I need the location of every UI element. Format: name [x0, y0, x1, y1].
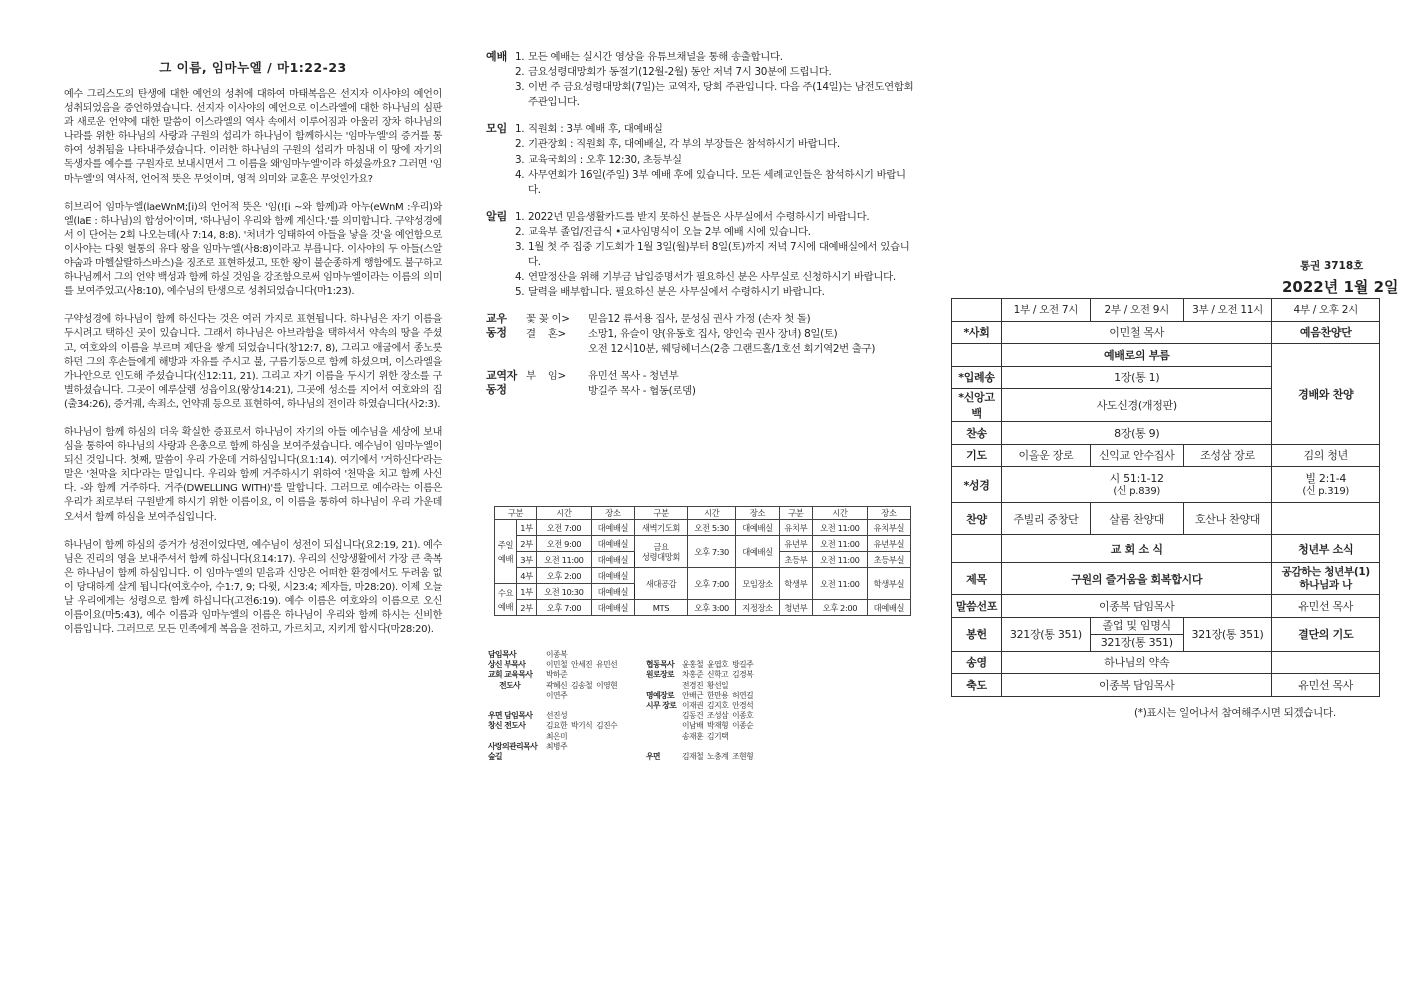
row-label: 제목 — [952, 563, 1002, 595]
staff-names: 이종복 — [546, 650, 568, 659]
staff-role: 협동목사 — [646, 660, 675, 670]
staff-role: 숲길 — [488, 752, 503, 762]
list-item-number: 3. — [515, 153, 525, 166]
sermon-paragraph-4: 하나님이 함께 하심의 더욱 확실한 증표로서 하나님이 자기의 아들 예수님을 세상에 보내심을 통하여 하나님의 사랑과 은총으로 함께 하심을 보여주셨습니다. 예수님이 임마누엘이 되신 것입니다. 첫째, 말씀이 우리 가운데 거하심입니다(요1:14). 여기에서 '거하신다'라는 말은 '천막을 치다'라는 말입니다. 우리와 함께 거주하시기 위하여 '천막을 치고 함께 사신다. -와 함께 거주하다. 거주(DWELLING WITH)'를 말합니다. 그러므로 예수라는 이름은 우리가 죄로부터 구원받게 하시기 위한 이름이요, 이 이름을 통하여 하나님이 우리 가운데 오셔서 함께 하심을 보여주십입니다. — [64, 426, 442, 523]
row-label: 축도 — [952, 674, 1002, 697]
list-item-number: 4. — [515, 271, 525, 284]
order-cell: 빌 2:1-4 (신 p.319) — [1272, 467, 1380, 503]
order-cell: 청년부 소식 — [1272, 535, 1380, 563]
schedule-cell: 오전 9:00 — [537, 536, 592, 552]
list-item — [488, 681, 758, 691]
schedule-header-cell: 시간 — [687, 507, 735, 520]
order-cell: 321장(통 351) — [1183, 617, 1272, 651]
sermon-column — [64, 58, 442, 651]
notice-meeting-list — [514, 122, 916, 197]
staff-role — [646, 742, 682, 752]
list-item-category: 꽃 꽂 이> — [526, 313, 570, 326]
table-row — [952, 503, 1380, 535]
list-item-category — [526, 342, 588, 357]
table-row — [952, 563, 1380, 595]
table-row — [952, 617, 1380, 651]
schedule-cell: 2부 — [517, 600, 537, 616]
schedule-cell: 대예배실 — [591, 520, 634, 536]
list-item-number: 2. — [515, 66, 525, 79]
list-item-text: 교육부 졸업/진급식 •교사임명식이 오늘 2부 예배 시에 있습니다. — [528, 225, 811, 238]
staff-names — [682, 650, 762, 660]
list-item-number: 2. — [515, 138, 525, 151]
schedule-cell: 2부 — [517, 536, 537, 552]
schedule-cell: 대예배실 — [591, 600, 634, 616]
row-label: 찬양 — [952, 503, 1002, 535]
order-cell: 하나님의 약속 — [1002, 651, 1272, 674]
row-label: 말씀선포 — [952, 595, 1002, 618]
staff-role — [646, 681, 682, 691]
staff-role — [646, 732, 682, 742]
row-label: 송영 — [952, 651, 1002, 674]
schedule-cell: 오전 5:30 — [687, 520, 735, 536]
schedule-cell: 대예배실 — [591, 536, 634, 552]
schedule-cell: 대예배실 — [736, 536, 779, 568]
table-row — [495, 600, 911, 616]
staff-role: 우면 — [646, 752, 661, 762]
staff-names: 김요한 박기식 김진수 — [546, 721, 618, 731]
sermon-title: 그 이름, 임마누엘 / 마1:22-23 — [159, 60, 347, 75]
schedule-cell: 학생부실 — [867, 568, 910, 600]
order-cell: 유민선 목사 — [1272, 595, 1380, 618]
schedule-cell: 모임장소 — [736, 568, 779, 600]
schedule-cell-friday: 금요 성령대망회 — [634, 536, 687, 568]
staff-role: 우면 담임목사 — [488, 711, 533, 721]
table-row — [952, 595, 1380, 618]
schedule-cell: 오후 2:00 — [537, 568, 592, 584]
list-item-text: 교육국회의 : 오후 12:30, 초등부실 — [528, 153, 682, 166]
sermon-paragraph-2: 히브리어 임마누엘(laeWnM;[i)의 언어적 뜻은 '임(![i ~와 함께)과 아누(eWnM :우리)와 엘(laE : 하나님)의 합성어'이며, '하나님이 우리와 함께 계신다.'를 의미합니다. 구약성경에서 이 단어는 2회 나오는데(사 7:14, 8:8). '처녀가 잉태하여 아들을 낳을 것'을 예언함으로 이사야는 다윗 혈통의 유다 왕을 임마누엘(사8:8)이라고 부릅니다. 이사야의 두 아들(스알야숩과 마헬살랄하스바스)을 징조로 표현하셨고, 또한 왕이 불순종하게 행함에도 불구하고 하나님께서 그의 언약 백성과 함께 하실 것임을 강조함으로써 임마누엘이라는 이름의 의미를 보여주었고(사8:10), 예수님의 탄생으로 성취되었습니다(마1:23). — [64, 201, 442, 298]
schedule-cell: 오후 2:00 — [812, 600, 867, 616]
footnote: (*)표시는 일어나서 참여해주시면 되겠습니다. — [1134, 707, 1336, 719]
order-cell: 8장(통 9) — [1002, 422, 1272, 445]
table-row — [952, 299, 1380, 322]
staff-names — [682, 742, 762, 752]
service-3-header: 3부 / 오전 11시 — [1183, 299, 1272, 322]
issue-number: 통권 3718호 — [1300, 260, 1364, 272]
row-label: 봉헌 — [952, 617, 1002, 651]
order-cell: 살롬 찬양대 — [1090, 503, 1183, 535]
notice-announce-label: 알림 — [486, 209, 508, 223]
notice-clergy-list — [526, 369, 916, 399]
staff-role — [646, 711, 682, 721]
staff-names: 선진성 — [546, 711, 568, 721]
staff-names: 이남배 박재형 이종순 — [682, 721, 754, 731]
order-cell: 이민철 목사 — [1002, 321, 1272, 344]
staff-names: 김재철 노충계 조현형 — [682, 752, 754, 762]
staff-role: 상신 부목사 — [488, 660, 526, 670]
staff-role: 교회 교육목사 — [488, 670, 533, 680]
schedule-header-cell: 장소 — [591, 507, 634, 520]
service-2-header: 2부 / 오전 9시 — [1090, 299, 1183, 322]
staff-role: 원로장로 — [646, 670, 675, 680]
row-label: *사회 — [952, 321, 1002, 344]
notice-meeting — [486, 122, 916, 197]
list-item-text: 1월 첫 주 집중 기도회가 1월 3일(월)부터 8일(토)까지 저녁 7시에 대예배실에서 있습니다. — [528, 241, 910, 269]
order-cell: 김의 청년 — [1272, 444, 1380, 467]
schedule-cell: 1부 — [517, 584, 537, 600]
staff-names: 최병주 — [546, 741, 568, 751]
list-item-text: 유민선 목사 - 청년부 — [588, 370, 679, 383]
list-item — [526, 384, 916, 399]
staff-names: 최은미 — [546, 731, 568, 741]
list-item — [514, 285, 916, 300]
table-row — [495, 536, 911, 552]
staff-role: 창신 전도사 — [488, 721, 526, 731]
schedule-cell: 오전 11:00 — [812, 552, 867, 568]
list-item — [514, 65, 916, 80]
notice-worship-label: 예배 — [486, 50, 508, 63]
staff-list — [488, 650, 758, 762]
sermon-paragraph-5: 하나님이 함께 하심의 증거가 성전이었다면, 예수님이 성전이 되십니다(요2:19, 21). 예수님은 진리의 영을 보내주셔서 함께 하십니다(요14:17). 우리의 신앙생활에서 가장 큰 축복은 하나님이 함께 하심입니다. 이 임마누엘의 믿음과 신앙은 어떠한 환경에서도 두려움 없이 당대하게 살게 됩니다(여호수아, 수1:7, 9; 다윗, 시23:4; 제자들, 마28:20). 이제 오늘날 우리에게는 성령으로 함께 하십니다(고전6:19). 예수 이름은 여호와의 이름으로 오신 이름이요(마5:43), 예수 이름과 임마누엘의 이름은 하나님이 우리와 함께 하시는 신비한 이름입니다. 그러므로 모든 민족에게 복음을 전하고, 가르치고, 지키게 합시다(마28:20). — [64, 539, 442, 636]
list-item-text: 금요성령대망회가 동절기(12월-2월) 동안 저녁 7시 30분에 드립니다. — [528, 66, 832, 79]
staff-names: 박하준 — [546, 670, 568, 680]
schedule-cell: 1부 — [517, 520, 537, 536]
schedule-cell: 오후 7:00 — [537, 600, 592, 616]
list-item — [526, 312, 916, 327]
table-row — [495, 568, 911, 584]
list-item-text: 연말정산을 위해 기부금 납입증명서가 필요하신 분은 사무실로 신청하시기 바랍니다. — [528, 271, 896, 284]
list-item-text: 믿음12 류서용 집사, 문성심 권사 가정 (손자 첫 돌) — [588, 313, 811, 326]
list-item — [488, 711, 758, 721]
schedule-cell: 대예배실 — [591, 568, 634, 584]
staff-names: 이연주 — [546, 690, 568, 700]
list-item-number: 3. — [515, 81, 525, 94]
order-cell: 조성삼 장로 — [1183, 444, 1272, 467]
schedule-table — [494, 506, 911, 616]
row-label: *입례송 — [952, 366, 1002, 389]
list-item — [488, 701, 758, 711]
list-item — [514, 240, 916, 270]
schedule-cell: 지정장소 — [736, 600, 779, 616]
list-item-number: 3. — [515, 241, 525, 254]
schedule-cell: 오후 7:00 — [687, 568, 735, 600]
row-label: *신앙고백 — [952, 389, 1002, 422]
order-cell: 시 51:1-12 (신 p.839) — [1002, 467, 1272, 503]
list-item — [488, 721, 758, 731]
notice-worship-list — [514, 50, 916, 110]
schedule-cell: 4부 — [517, 568, 537, 584]
schedule-cell: MTS — [634, 600, 687, 616]
schedule-cell: 초등부 — [779, 552, 812, 568]
order-cell: 유민선 목사 — [1272, 674, 1380, 697]
order-cell: 신익교 안수집사 — [1090, 444, 1183, 467]
notice-worship — [486, 50, 916, 110]
notice-announce — [486, 210, 916, 301]
staff-role — [488, 701, 546, 711]
order-cell: 예음찬양단 — [1272, 321, 1380, 344]
list-item — [488, 752, 758, 762]
list-item — [514, 137, 916, 152]
service-1-header: 1부 / 오전 7시 — [1002, 299, 1091, 322]
order-cell: 예배로의 부름 — [1002, 344, 1272, 367]
notice-members-label: 교우 동정 — [486, 312, 507, 340]
order-cell: 공감하는 청년부(1) 하나님과 나 — [1272, 563, 1380, 595]
sermon-paragraph-1: 예수 그리스도의 탄생에 대한 예언의 성취에 대하여 마태복음은 선지자 이사야의 예언이 성취되었음을 증언하였습니다. 선지자 이사야의 예언으로 이스라엘에 대한 하나님의 심판과 새로운 언약에 대한 말씀이 이스라엘의 역사 속에서 이루어짐과 아울러 장차 하나님의 나라를 위한 하나님의 사랑과 구원의 섭리가 하나님이 함께하시는 '임마누엘'의 증거를 통하여 성취됨을 나타내주셨습니다. 이러한 하나님의 구원의 섭리가 마침내 이 땅에 자기의 독생자를 예수를 구원자로 보내시면서 그 이름을 왜'임마누엘'이라 하셨을까요? 그러면 '임마누엘'의 역사적, 언어적 뜻은 무엇이며, 영적 의미와 교훈은 무엇인가요? — [64, 89, 442, 185]
staff-names: 송재훈 김기택 — [682, 731, 729, 741]
schedule-cell: 초등부실 — [867, 552, 910, 568]
row-label: 기도 — [952, 444, 1002, 467]
order-cell: 1장(통 1) — [1002, 366, 1272, 389]
staff-role: 명예장로 — [646, 690, 675, 700]
staff-role — [488, 732, 546, 742]
order-cell: 주빌리 중창단 — [1002, 503, 1091, 535]
list-item-text: 사무연회가 16일(주일) 3부 예배 후에 있습니다. 모든 세례교인들은 참석하시기 바랍니다. — [528, 168, 906, 196]
schedule-cell: 유치부실 — [867, 520, 910, 536]
staff-role: 담임목사 — [488, 650, 517, 659]
notice-announce-list — [514, 210, 916, 301]
schedule-cell: 3부 — [517, 552, 537, 568]
list-item — [526, 369, 916, 384]
list-item-number: 4. — [515, 168, 525, 181]
list-item — [514, 50, 916, 65]
schedule-cell: 새벽기도회 — [634, 520, 687, 536]
list-item-number: 2. — [515, 225, 525, 238]
list-item — [526, 327, 916, 342]
schedule-header-cell: 구분 — [634, 507, 687, 520]
list-item-text: 방길주 목사 - 협동(로뎀) — [588, 385, 696, 398]
list-item-number: 5. — [515, 286, 525, 299]
schedule-cell: 유년부 — [779, 536, 812, 552]
notice-clergy-label: 교역자 동정 — [486, 369, 517, 397]
schedule-header-cell: 장소 — [867, 507, 910, 520]
table-row — [952, 444, 1380, 467]
schedule-header-cell: 구분 — [495, 507, 537, 520]
schedule-wednesday-label: 수요 예배 — [495, 584, 517, 616]
notice-clergy — [486, 369, 916, 399]
schedule-cell: 대예배실 — [591, 552, 634, 568]
notices-column — [486, 50, 916, 411]
list-item-text: 기관장회 : 직원회 후, 대예배실, 각 부의 부장들은 참석하시기 바랍니다. — [528, 138, 840, 151]
list-item-text: 모든 예배는 실시간 영상을 유튜브채널을 통해 송출합니다. — [528, 51, 783, 63]
staff-names: 전경진 황선일 — [682, 680, 729, 690]
schedule-header-cell: 장소 — [736, 507, 779, 520]
staff-role: 사랑의관리목사 — [488, 741, 538, 751]
order-cell: 사도신경(개정판) — [1002, 389, 1272, 422]
order-cell: 이종복 담임목사 — [1002, 595, 1272, 618]
order-cell: 결단의 기도 — [1272, 617, 1380, 651]
staff-names: 윤홍철 윤엽호 방길주 — [682, 660, 754, 670]
list-item — [488, 650, 758, 660]
schedule-header-cell: 구분 — [779, 507, 812, 520]
list-item — [514, 153, 916, 168]
schedule-cell: 학생부 — [779, 568, 812, 600]
order-cell: 321장(통 351) — [1002, 617, 1091, 651]
row-label: 찬송 — [952, 422, 1002, 445]
schedule-cell: 유년부실 — [867, 536, 910, 552]
schedule-cell: 오전 11:00 — [812, 536, 867, 552]
table-row — [495, 520, 911, 536]
list-item-text: 2022년 믿음생활카드를 받지 못하신 분들은 사무실에서 수령하시기 바랍니다. — [528, 210, 870, 223]
list-item — [514, 168, 916, 198]
schedule-cell: 유치부 — [779, 520, 812, 536]
sermon-paragraph-3: 구약성경에 하나님이 함께 하신다는 것은 여러 가지로 표현됩니다. 하나님은 자기 이름을 두시려고 택하신 곳이 있습니다. 그래서 하나님은 아브라함을 택하셔서 약속의 땅을 주셨고, 여호와의 이름을 부르며 제단을 쌓게 되었습니다(창12:7, 8), 그리고 애굽에서 종노릇하던 그의 후손들에게 해방과 자유를 주시고 불, 구름기둥으로 함께 하셨으며, 이스라엘을 가나안으로 인도해 주셨습니다(신12:11, 21). 그리고 자기 이름을 두시기 위한 장소를 구별하셨습니다. 그곳이 예루살렘 성읍이요(왕상14:21), 그곳에 성소를 지어서 여호와의 집(출34:26), 증거궤, 속죄소, 언약궤 등으로 표현하여, 하나님의 전이라 하였습니다(사2:3). — [64, 314, 442, 410]
list-item — [514, 80, 916, 110]
list-item — [526, 342, 916, 357]
list-item-category: 결 혼> — [526, 328, 566, 341]
list-item-number: 1. — [515, 210, 525, 223]
bulletin-date: 2022년 1월 2일 — [1282, 278, 1399, 296]
staff-role — [646, 650, 682, 660]
schedule-header-cell: 시간 — [537, 507, 592, 520]
schedule-cell: 대예배실 — [867, 600, 910, 616]
schedule-cell: 새대공감 — [634, 568, 687, 600]
list-item-text: 소망1, 유슬이 양(유동호 집사, 양인숙 권사 장녀) 8일(토) — [588, 328, 838, 341]
staff-names: 곽혜신 김송철 이영현 — [546, 680, 618, 690]
list-item — [488, 670, 758, 680]
order-of-service-table — [951, 298, 1380, 697]
staff-role — [488, 691, 546, 701]
staff-role: 시무 장로 — [646, 701, 677, 711]
order-cell: 이종복 담임목사 — [1002, 674, 1272, 697]
table-row — [952, 535, 1380, 563]
staff-names: 차홍준 신학고 김경복 — [682, 670, 754, 680]
schedule-cell: 오전 11:00 — [812, 520, 867, 536]
schedule-header-row — [495, 507, 911, 520]
table-row — [952, 467, 1380, 503]
schedule-cell: 오전 11:00 — [537, 552, 592, 568]
schedule-cell: 대예배실 — [736, 520, 779, 536]
notice-meeting-label: 모임 — [486, 122, 508, 136]
row-label: *성경 — [952, 467, 1002, 503]
order-cell: 졸업 및 임명식 321장(통 351) — [1090, 617, 1183, 651]
table-row — [952, 321, 1380, 344]
list-item — [488, 742, 758, 752]
staff-names: 김동건 조성삼 이종호 — [682, 711, 754, 721]
list-item — [488, 660, 758, 670]
schedule-sunday-label: 주일 예배 — [495, 520, 517, 584]
sermon-title-cell: 구원의 즐거움을 회복합시다 — [1002, 563, 1272, 595]
staff-names: 이재권 김지호 안경석 — [682, 701, 754, 711]
schedule-cell: 오후 7:30 — [687, 536, 735, 568]
schedule-cell: 오전 10:30 — [537, 584, 592, 600]
notice-members-list — [526, 312, 916, 357]
staff-names — [546, 701, 646, 711]
table-row — [952, 344, 1380, 367]
list-item-category — [526, 384, 588, 399]
list-item-category: 부 임> — [526, 370, 566, 383]
notice-members — [486, 312, 916, 357]
schedule-header-cell: 시간 — [812, 507, 867, 520]
schedule-cell: 오전 7:00 — [537, 520, 592, 536]
order-cell: 호산나 찬양대 — [1183, 503, 1272, 535]
schedule-cell: 오전 11:00 — [812, 568, 867, 600]
list-item-number: 1. — [515, 123, 525, 136]
list-item-text: 오전 12시10분, 웨딩헤너스(2층 그랜드홀/1호선 회기역2번 출구) — [588, 343, 876, 356]
staff-names: 이민철 안세진 유민선 — [546, 660, 618, 670]
staff-role — [646, 721, 682, 731]
staff-names — [546, 752, 646, 762]
list-item-text: 직원회 : 3부 예배 후, 대예배실 — [528, 123, 663, 136]
order-cell: 경배와 찬양 — [1272, 344, 1380, 445]
list-item — [514, 210, 916, 225]
schedule-cell: 청년부 — [779, 600, 812, 616]
list-item-text: 이번 주 금요성령대망회(7일)는 교역자, 당회 주관입니다. 다음 주(14일)는 남전도연합회 주관입니다. — [528, 81, 914, 109]
schedule-cell: 대예배실 — [591, 584, 634, 600]
list-item-number: 1. — [515, 51, 525, 63]
staff-role: 전도사 — [488, 680, 521, 690]
service-4-header: 4부 / 오후 2시 — [1272, 299, 1380, 322]
order-cell: 교 회 소 식 — [1002, 535, 1272, 563]
list-item — [488, 732, 758, 742]
table-row — [952, 651, 1380, 674]
table-row — [952, 674, 1380, 697]
order-cell: 이올운 장로 — [1002, 444, 1091, 467]
list-item — [514, 270, 916, 285]
schedule-cell: 오후 3:00 — [687, 600, 735, 616]
list-item — [514, 225, 916, 240]
staff-names: 안배근 한만용 허연길 — [682, 690, 754, 700]
list-item — [514, 122, 916, 137]
list-item-text: 달력을 배부합니다. 필요하신 분은 사무실에서 수령하시기 바랍니다. — [528, 286, 825, 299]
list-item — [488, 691, 758, 701]
